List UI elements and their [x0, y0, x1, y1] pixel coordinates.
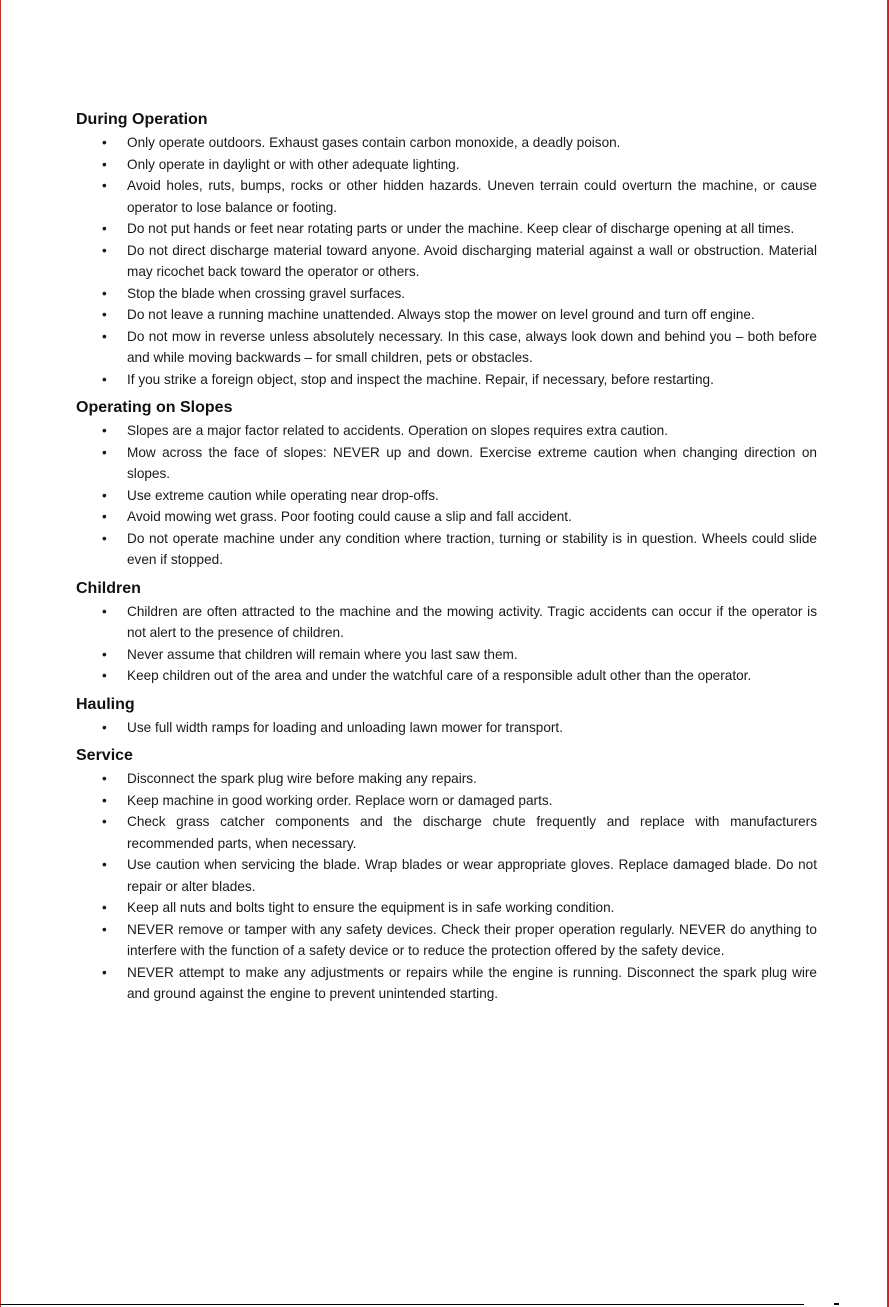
bullet-icon: •	[102, 900, 107, 915]
list-item-text: Stop the blade when crossing gravel surfaces.	[127, 285, 406, 301]
bullet-list	[76, 601, 817, 687]
list-item-text: Mow across the face of slopes: NEVER up and down. Exercise extreme caution when changing direction on slopes.	[127, 444, 817, 481]
bullet-icon: •	[102, 668, 107, 683]
section-during-operation	[76, 110, 817, 390]
bullet-icon: •	[102, 328, 107, 344]
bullet-icon: •	[102, 530, 107, 546]
list-item	[76, 175, 817, 218]
list-item	[76, 962, 817, 1005]
section-title: Operating on Slopes	[76, 399, 233, 416]
bullet-icon: •	[102, 221, 107, 236]
list-item-text: Do not put hands or feet near rotating parts or under the machine. Keep clear of discharge opening at all times.	[127, 221, 795, 236]
bullet-icon: •	[102, 242, 107, 258]
list-item-text: NEVER attempt to make any adjustments or repairs while the engine is running. Disconnect the spark plug wire and ground against the engine to prevent unintended starting.	[127, 964, 817, 1001]
page-border-left	[0, 0, 1, 1307]
list-item-text: Only operate in daylight or with other adequate lighting.	[127, 156, 460, 172]
list-item	[76, 506, 817, 528]
bullet-list	[76, 717, 817, 739]
list-item	[76, 420, 817, 442]
bullet-icon: •	[102, 719, 107, 735]
bullet-icon: •	[102, 423, 107, 438]
page-corner-mark	[834, 1303, 839, 1305]
list-item-text: Only operate outdoors. Exhaust gases contain carbon monoxide, a deadly poison.	[127, 135, 621, 150]
bullet-icon: •	[102, 921, 107, 937]
list-item	[76, 132, 817, 154]
bullet-list	[76, 132, 817, 390]
bullet-icon: •	[102, 646, 107, 662]
list-item-text: Never assume that children will remain where you last saw them.	[127, 646, 518, 662]
list-item-text: Use full width ramps for loading and unloading lawn mower for transport.	[127, 719, 563, 735]
list-item-text: Do not direct discharge material toward anyone. Avoid discharging material against a wall or obstruction. Material may ricochet back toward the operator or others.	[127, 242, 817, 279]
list-item	[76, 154, 817, 176]
list-item	[76, 790, 817, 812]
bullet-list	[76, 420, 817, 571]
list-item-text: Do not mow in reverse unless absolutely necessary. In this case, always look down and behind you – both before and while moving backwards – for small children, pets or obstacles.	[127, 328, 817, 365]
section-title: During Operation	[76, 111, 208, 128]
list-item-text: If you strike a foreign object, stop and inspect the machine. Repair, if necessary, before restarting.	[127, 371, 714, 387]
list-item-text: Use caution when servicing the blade. Wrap blades or wear appropriate gloves. Replace damaged blade. Do not repair or alter blades.	[127, 857, 817, 894]
list-item-text: NEVER remove or tamper with any safety devices. Check their proper operation regularly. NEVER do anything to interfere with the function of a safety device or to reduce the protection offered by the safety device.	[127, 921, 817, 958]
section-service	[76, 746, 817, 1005]
bullet-icon: •	[102, 371, 107, 387]
list-item	[76, 528, 817, 571]
bullet-icon: •	[102, 444, 107, 460]
list-item	[76, 485, 817, 507]
bullet-icon: •	[102, 771, 107, 786]
section-hauling	[76, 695, 817, 739]
bullet-icon: •	[102, 135, 107, 150]
list-item	[76, 304, 817, 326]
bullet-list	[76, 768, 817, 1005]
list-item-text: Keep all nuts and bolts tight to ensure the equipment is in safe working condition.	[127, 900, 615, 915]
list-item	[76, 854, 817, 897]
document-body	[76, 110, 817, 1005]
bullet-icon: •	[102, 307, 107, 322]
section-title: Children	[76, 579, 141, 597]
section-title: Hauling	[76, 695, 135, 713]
list-item-text: Do not leave a running machine unattended. Always stop the mower on level ground and turn off engine.	[127, 307, 755, 322]
list-item	[76, 326, 817, 369]
list-item	[76, 717, 817, 739]
list-item	[76, 442, 817, 485]
section-title: Service	[76, 747, 133, 764]
bullet-icon: •	[102, 178, 107, 193]
bullet-icon: •	[102, 603, 107, 619]
list-item	[76, 218, 817, 240]
list-item	[76, 644, 817, 666]
list-item-text: Keep machine in good working order. Replace worn or damaged parts.	[127, 792, 553, 808]
list-item-text: Do not operate machine under any condition where traction, turning or stability is in question. Wheels could slide even if stopped.	[127, 530, 817, 567]
list-item-text: Slopes are a major factor related to accidents. Operation on slopes requires extra caution.	[127, 423, 669, 438]
list-item	[76, 665, 817, 687]
list-item-text: Disconnect the spark plug wire before making any repairs.	[127, 771, 477, 786]
list-item	[76, 811, 817, 854]
list-item-text: Avoid mowing wet grass. Poor footing could cause a slip and fall accident.	[127, 509, 572, 524]
bullet-icon: •	[102, 156, 107, 172]
list-item-text: Avoid holes, ruts, bumps, rocks or other hidden hazards. Uneven terrain could overturn the machine, or cause operator to lose balance or footing.	[127, 178, 817, 215]
list-item	[76, 369, 817, 391]
list-item-text: Children are often attracted to the machine and the mowing activity. Tragic accidents can occur if the operator is not alert to the presence of children.	[127, 603, 817, 640]
bullet-icon: •	[102, 285, 107, 301]
bullet-icon: •	[102, 509, 107, 524]
list-item	[76, 897, 817, 919]
list-item	[76, 283, 817, 305]
list-item-text: Check grass catcher components and the discharge chute frequently and replace with manufacturers recommended parts, when necessary.	[127, 814, 817, 851]
list-item	[76, 240, 817, 283]
list-item-text: Keep children out of the area and under the watchful care of a responsible adult other than the operator.	[127, 668, 752, 683]
bullet-icon: •	[102, 857, 107, 872]
bullet-icon: •	[102, 814, 107, 829]
section-children	[76, 579, 817, 687]
section-operating-on-slopes	[76, 398, 817, 571]
bullet-icon: •	[102, 792, 107, 808]
list-item	[76, 601, 817, 644]
bottom-rule	[0, 1304, 804, 1305]
bullet-icon: •	[102, 964, 107, 980]
list-item	[76, 768, 817, 790]
list-item-text: Use extreme caution while operating near drop-offs.	[127, 487, 439, 503]
bullet-icon: •	[102, 487, 107, 503]
list-item	[76, 919, 817, 962]
